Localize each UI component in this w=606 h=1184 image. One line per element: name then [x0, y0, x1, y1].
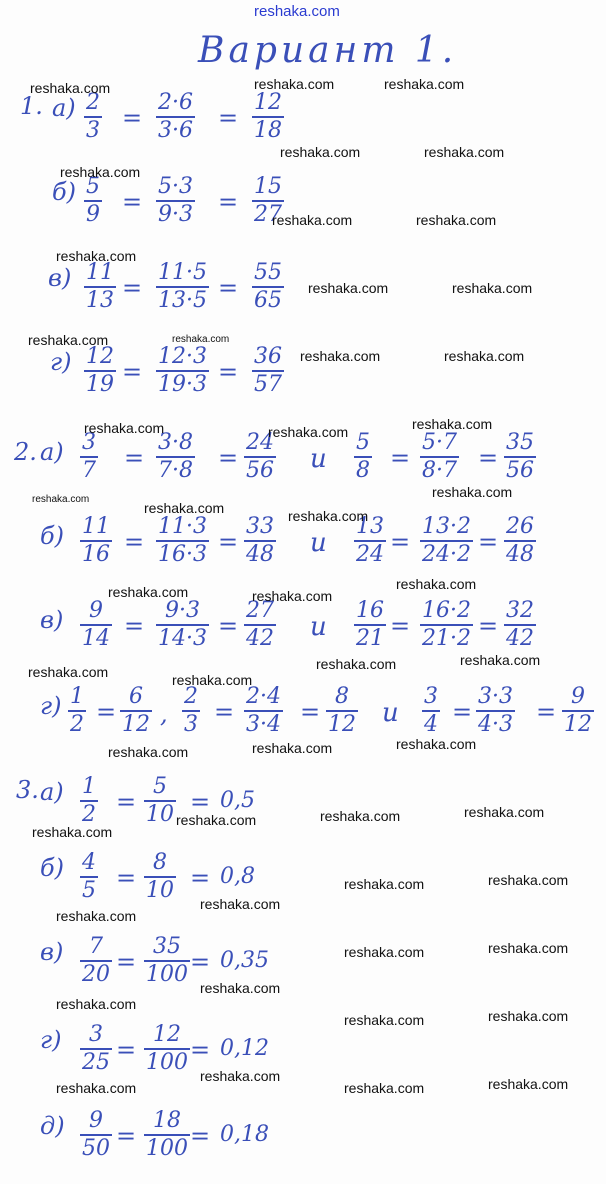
task3-item-letter: б) — [40, 854, 65, 882]
equals-sign: = — [124, 612, 145, 640]
denominator: 27 — [254, 202, 282, 227]
denominator: 21·2 — [422, 626, 471, 651]
fraction-equivalent — [144, 936, 190, 986]
fraction-original — [84, 346, 116, 396]
equals-sign: = — [218, 274, 239, 302]
denominator: 48 — [246, 542, 274, 567]
watermark-text: reshaka.com — [200, 1068, 281, 1084]
equals-sign: = — [124, 528, 145, 556]
denominator: 5 — [82, 878, 96, 903]
fraction-result — [252, 92, 284, 142]
fraction-original — [354, 600, 386, 650]
watermark-text: reshaka.com — [464, 804, 545, 820]
denominator: 14 — [82, 626, 110, 651]
numerator: 26 — [506, 514, 534, 539]
conjunction-and: и — [310, 612, 327, 642]
numerator: 8 — [153, 850, 167, 875]
equals-sign: = — [116, 1122, 137, 1150]
equals-sign: = — [122, 274, 143, 302]
denominator: 20 — [82, 962, 110, 987]
equals-sign: = — [96, 698, 117, 726]
denominator: 12 — [328, 712, 356, 737]
task1-item-letter: в) — [48, 264, 72, 292]
denominator: 3 — [86, 118, 100, 143]
denominator: 57 — [254, 372, 282, 397]
watermark-text: reshaka.com — [488, 940, 569, 956]
denominator: 48 — [506, 542, 534, 567]
watermark-text: reshaka.com — [280, 144, 361, 160]
watermark-text: reshaka.com — [56, 908, 137, 924]
denominator: 10 — [146, 802, 174, 827]
watermark-text: reshaka.com — [488, 1008, 569, 1024]
numerator: 5 — [153, 774, 167, 799]
watermark-text: reshaka.com — [268, 424, 349, 440]
denominator: 10 — [146, 878, 174, 903]
numerator: 13 — [356, 514, 384, 539]
equals-sign: = — [536, 698, 557, 726]
fraction-equivalent — [144, 1110, 190, 1160]
numerator: 2 — [184, 684, 198, 709]
denominator: 3·6 — [158, 118, 193, 143]
numerator: 2·6 — [158, 90, 193, 115]
fraction-original — [84, 262, 116, 312]
task1-label: 1. — [20, 92, 43, 120]
numerator: 9·3 — [164, 598, 200, 623]
numerator: 4 — [82, 850, 96, 875]
denominator: 7 — [82, 458, 96, 483]
decimal-value: 0,8 — [220, 864, 255, 889]
equals-sign: = — [452, 698, 473, 726]
fraction-original — [80, 516, 112, 566]
fraction-original — [80, 1110, 112, 1160]
watermark-text: reshaka.com — [320, 808, 401, 824]
fraction-original — [80, 776, 98, 826]
watermark-text: reshaka.com — [28, 664, 109, 680]
equals-sign: = — [218, 188, 239, 216]
numerator: 3·8 — [158, 430, 193, 455]
numerator: 12·3 — [158, 344, 207, 369]
equals-sign: = — [116, 864, 137, 892]
watermark-text: reshaka.com — [300, 348, 381, 364]
watermark-text: reshaka.com — [288, 508, 369, 524]
numerator: 32 — [506, 598, 534, 623]
equals-sign: = — [122, 358, 143, 386]
decimal-value: 0,12 — [220, 1036, 269, 1061]
equals-sign: = — [390, 444, 411, 472]
equals-sign: = — [190, 1036, 211, 1064]
denominator: 12 — [564, 712, 592, 737]
watermark-text-small: reshaka.com — [32, 494, 90, 505]
fraction-expanded — [476, 686, 515, 736]
fraction-result — [244, 516, 276, 566]
watermark-text-small: reshaka.com — [172, 334, 230, 345]
fraction-expanded — [156, 516, 209, 566]
equals-sign: = — [218, 358, 239, 386]
denominator: 9 — [86, 202, 100, 227]
denominator: 25 — [82, 1050, 110, 1075]
fraction-expanded — [156, 432, 195, 482]
numerator: 36 — [254, 344, 282, 369]
denominator: 18 — [254, 118, 282, 143]
numerator: 5·3 — [158, 174, 193, 199]
watermark-text: reshaka.com — [84, 420, 165, 436]
top-watermark[interactable]: reshaka.com — [254, 3, 340, 20]
denominator: 8·7 — [422, 458, 457, 483]
watermark-text: reshaka.com — [56, 996, 137, 1012]
watermark-text: reshaka.com — [396, 576, 477, 592]
numerator: 35 — [153, 934, 181, 959]
denominator: 24 — [356, 542, 384, 567]
numerator: 11·5 — [158, 260, 207, 285]
watermark-text: reshaka.com — [200, 896, 281, 912]
fraction-original — [84, 92, 102, 142]
denominator: 19·3 — [158, 372, 207, 397]
equals-sign: = — [122, 104, 143, 132]
equals-sign: = — [218, 104, 239, 132]
numerator: 16 — [356, 598, 384, 623]
numerator: 6 — [129, 684, 143, 709]
numerator: 5 — [86, 174, 100, 199]
equals-sign: = — [190, 948, 211, 976]
denominator: 100 — [146, 1136, 188, 1161]
fraction-expanded — [420, 600, 473, 650]
fraction-original — [80, 852, 98, 902]
denominator: 21 — [356, 626, 384, 651]
numerator: 12 — [254, 90, 282, 115]
fraction-expanded — [420, 432, 459, 482]
numerator: 11 — [86, 260, 114, 285]
decimal-value: 0,35 — [220, 948, 269, 973]
equals-sign: = — [190, 864, 211, 892]
equals-sign: = — [190, 1122, 211, 1150]
fraction-result — [326, 686, 358, 736]
denominator: 14·3 — [158, 626, 207, 651]
denominator: 100 — [146, 1050, 188, 1075]
task2-label: 2. — [14, 438, 37, 466]
denominator: 8 — [356, 458, 370, 483]
watermark-text: reshaka.com — [32, 824, 113, 840]
denominator: 24·2 — [422, 542, 471, 567]
fraction-original — [80, 600, 112, 650]
denominator: 100 — [146, 962, 188, 987]
denominator: 4 — [424, 712, 438, 737]
denominator: 2 — [70, 712, 84, 737]
fraction-expanded — [156, 600, 209, 650]
watermark-text: reshaka.com — [344, 876, 425, 892]
denominator: 65 — [254, 288, 282, 313]
equals-sign: = — [214, 698, 235, 726]
fraction-expanded — [120, 686, 152, 736]
watermark-text: reshaka.com — [272, 212, 353, 228]
numerator: 24 — [246, 430, 274, 455]
fraction-result — [252, 346, 284, 396]
numerator: 55 — [254, 260, 282, 285]
watermark-text: reshaka.com — [424, 144, 505, 160]
numerator: 18 — [153, 1108, 181, 1133]
numerator: 2·4 — [246, 684, 281, 709]
watermark-text: reshaka.com — [416, 212, 497, 228]
fraction-original — [80, 1024, 112, 1074]
numerator: 5·7 — [422, 430, 457, 455]
watermark-text: reshaka.com — [412, 416, 493, 432]
fraction-result — [504, 432, 536, 482]
denominator: 2 — [82, 802, 96, 827]
watermark-text: reshaka.com — [56, 1080, 137, 1096]
watermark-text: reshaka.com — [308, 280, 389, 296]
watermark-text: reshaka.com — [460, 652, 541, 668]
watermark-text: reshaka.com — [254, 76, 335, 92]
watermark-text: reshaka.com — [452, 280, 533, 296]
denominator: 42 — [506, 626, 534, 651]
numerator: 12 — [86, 344, 114, 369]
fraction-result — [562, 686, 594, 736]
watermark-text: reshaka.com — [252, 588, 333, 604]
decimal-value: 0,5 — [220, 788, 255, 813]
denominator: 56 — [506, 458, 534, 483]
denominator: 13 — [86, 288, 114, 313]
denominator: 50 — [82, 1136, 110, 1161]
conjunction-and: и — [382, 698, 399, 728]
fraction-equivalent — [144, 776, 176, 826]
equals-sign: = — [390, 612, 411, 640]
watermark-text: reshaka.com — [344, 1080, 425, 1096]
fraction-expanded — [420, 516, 473, 566]
watermark-text: reshaka.com — [444, 348, 525, 364]
watermark-text: reshaka.com — [56, 248, 137, 264]
fraction-original — [80, 936, 112, 986]
task3-label: 3. — [16, 776, 39, 804]
fraction-original — [84, 176, 102, 226]
fraction-result — [244, 600, 276, 650]
watermark-text: reshaka.com — [344, 944, 425, 960]
watermark-text: reshaka.com — [60, 164, 141, 180]
fraction-equivalent — [144, 852, 176, 902]
numerator: 12 — [153, 1022, 181, 1047]
numerator: 15 — [254, 174, 282, 199]
numerator: 9 — [571, 684, 585, 709]
denominator: 3·4 — [246, 712, 281, 737]
numerator: 16·2 — [422, 598, 471, 623]
watermark-text: reshaka.com — [384, 76, 465, 92]
fraction-result — [504, 516, 536, 566]
equals-sign: = — [116, 788, 137, 816]
numerator: 3·3 — [478, 684, 513, 709]
fraction-original — [68, 686, 86, 736]
numerator: 35 — [506, 430, 534, 455]
equals-sign: = — [124, 444, 145, 472]
watermark-text: reshaka.com — [344, 1012, 425, 1028]
numerator: 3 — [82, 430, 96, 455]
task3-item-letter: в) — [40, 938, 64, 966]
numerator: 9 — [89, 1108, 103, 1133]
equals-sign: = — [218, 612, 239, 640]
task2-item-letter: б) — [40, 522, 65, 550]
denominator: 16·3 — [158, 542, 207, 567]
fraction-expanded — [244, 686, 283, 736]
fraction-expanded — [156, 176, 195, 226]
equals-sign: = — [218, 528, 239, 556]
page-title: Вариант 1. — [198, 30, 458, 71]
numerator: 27 — [246, 598, 274, 623]
fraction-expanded — [156, 262, 209, 312]
denominator: 19 — [86, 372, 114, 397]
denominator: 16 — [82, 542, 110, 567]
equals-sign: = — [478, 444, 499, 472]
watermark-text: reshaka.com — [396, 736, 477, 752]
denominator: 7·8 — [158, 458, 193, 483]
numerator: 3 — [424, 684, 438, 709]
task1-item-letter: б) — [52, 178, 77, 206]
fraction-equivalent — [144, 1024, 190, 1074]
equals-sign: = — [300, 698, 321, 726]
numerator: 1 — [70, 684, 84, 709]
denominator: 4·3 — [478, 712, 513, 737]
fraction-result — [252, 262, 284, 312]
task1-item-letter: а) — [52, 94, 76, 122]
watermark-text: reshaka.com — [28, 332, 109, 348]
task2-item-letter: г) — [40, 692, 62, 720]
equals-sign: = — [190, 788, 211, 816]
comma-separator: , — [160, 700, 168, 728]
task3-item-letter: г) — [40, 1026, 62, 1054]
task2-item-letter: а) — [40, 438, 64, 466]
denominator: 9·3 — [158, 202, 193, 227]
equals-sign: = — [122, 188, 143, 216]
equals-sign: = — [116, 948, 137, 976]
fraction-original — [354, 432, 372, 482]
numerator: 7 — [89, 934, 103, 959]
denominator: 42 — [246, 626, 274, 651]
equals-sign: = — [390, 528, 411, 556]
task3-item-letter: д) — [40, 1112, 65, 1140]
conjunction-and: и — [310, 528, 327, 558]
denominator: 3 — [184, 712, 198, 737]
task3-item-letter: а) — [40, 778, 64, 806]
decimal-value: 0,18 — [220, 1122, 269, 1147]
watermark-text: reshaka.com — [172, 672, 253, 688]
conjunction-and: и — [310, 444, 327, 474]
fraction-expanded — [156, 92, 195, 142]
numerator: 8 — [335, 684, 349, 709]
numerator: 1 — [82, 774, 96, 799]
watermark-text: reshaka.com — [144, 500, 225, 516]
equals-sign: = — [218, 444, 239, 472]
watermark-text: reshaka.com — [488, 872, 569, 888]
task1-item-letter: г) — [50, 348, 72, 376]
numerator: 11 — [82, 514, 110, 539]
watermark-text: reshaka.com — [108, 744, 189, 760]
numerator: 11·3 — [158, 514, 207, 539]
watermark-text: reshaka.com — [432, 484, 513, 500]
numerator: 33 — [246, 514, 274, 539]
fraction-original — [182, 686, 200, 736]
watermark-text: reshaka.com — [200, 980, 281, 996]
equals-sign: = — [116, 1036, 137, 1064]
numerator: 2 — [86, 90, 100, 115]
fraction-result — [504, 600, 536, 650]
watermark-text: reshaka.com — [488, 1076, 569, 1092]
equals-sign: = — [478, 528, 499, 556]
denominator: 13·5 — [158, 288, 207, 313]
numerator: 13·2 — [422, 514, 471, 539]
fraction-original — [422, 686, 440, 736]
fraction-expanded — [156, 346, 209, 396]
watermark-text: reshaka.com — [316, 656, 397, 672]
denominator: 56 — [246, 458, 274, 483]
numerator: 9 — [89, 598, 103, 623]
watermark-text: reshaka.com — [252, 740, 333, 756]
equals-sign: = — [478, 612, 499, 640]
task2-item-letter: в) — [40, 606, 64, 634]
numerator: 3 — [89, 1022, 103, 1047]
watermark-text: reshaka.com — [176, 812, 257, 828]
fraction-original — [80, 432, 98, 482]
watermark-text: reshaka.com — [30, 80, 111, 96]
numerator: 5 — [356, 430, 370, 455]
denominator: 12 — [122, 712, 150, 737]
watermark-text: reshaka.com — [108, 584, 189, 600]
